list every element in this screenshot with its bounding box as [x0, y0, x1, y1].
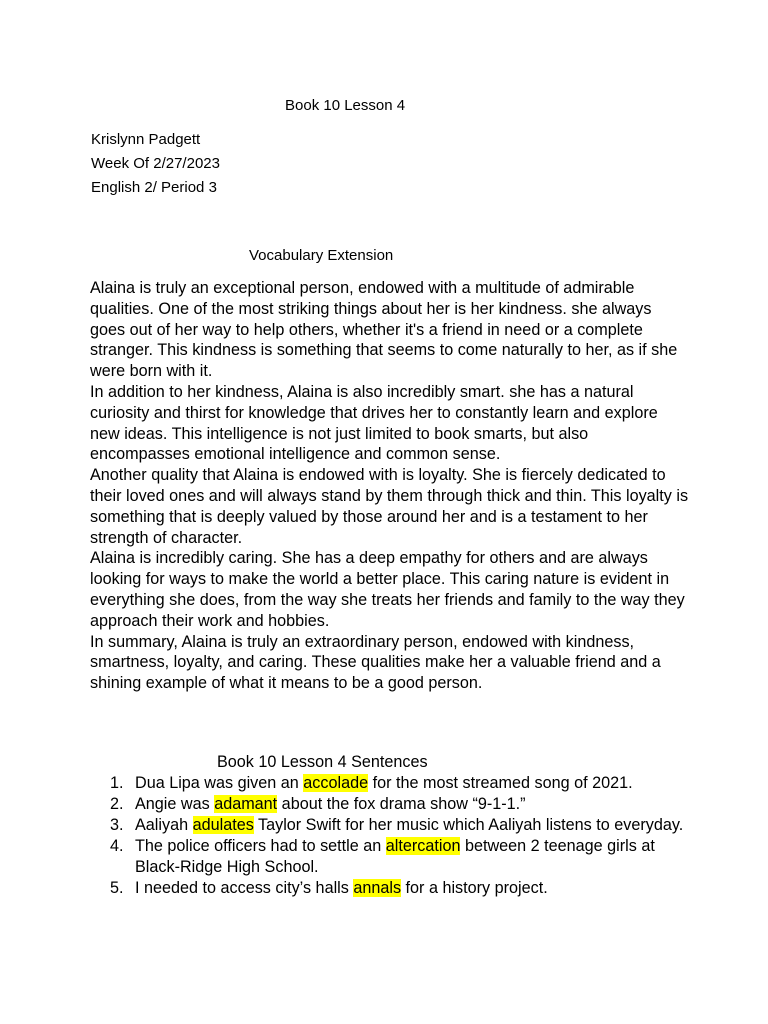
sentence-before: Dua Lipa was given an: [135, 774, 304, 792]
sentence-number: 5.: [110, 879, 124, 897]
class-period-line: English 2/ Period 3: [91, 179, 217, 196]
sentence-number: 4.: [110, 837, 124, 855]
sentence-item: [110, 794, 700, 815]
essay-paragraph: Alaina is truly an exceptional person, endowed with a multitude of admirable qualities. One of the most striking things about her is her kindness. she always goes out of her way to help others, whether it's a friend in need or a complete stranger. This kindness is something that seems to come naturally to her, as if she were born with it.: [90, 279, 678, 381]
week-line: Week Of 2/27/2023: [91, 155, 220, 172]
sentence-before: Angie was: [135, 795, 215, 813]
student-header: [91, 128, 220, 200]
sentence-text: [135, 773, 700, 794]
student-name: Krislynn Padgett: [91, 131, 201, 148]
essay-paragraph: Another quality that Alaina is endowed with is loyalty. She is fiercely dedicated to their loved ones and will always stand by them through thick and thin. This loyalty is something that is deeply valued by those around her and is a testament to her strength of character.: [90, 466, 689, 547]
sentence-before: Aaliyah: [135, 816, 193, 834]
sentence-text: [135, 836, 700, 878]
sentence-item: [110, 836, 700, 878]
sentence-text: [135, 815, 700, 836]
sentence-after: about the fox drama show “9-1-1.”: [277, 795, 526, 813]
sentence-item: [110, 773, 700, 794]
highlighted-vocab-word: annals: [353, 879, 402, 897]
sentence-number: 1.: [110, 774, 124, 792]
sentence-item: [110, 815, 700, 836]
sentence-item: [110, 878, 700, 899]
sentence-text: [135, 794, 700, 815]
sentence-after: between 2 teenage girls at Black-Ridge High School.: [135, 837, 655, 876]
essay-body: [90, 278, 690, 694]
highlighted-vocab-word: accolade: [303, 774, 369, 792]
sentence-number: 2.: [110, 795, 124, 813]
sentence-before: I needed to access city’s halls: [135, 879, 354, 897]
essay-paragraph: In summary, Alaina is truly an extraordinary person, endowed with kindness, smartness, loyalty, and caring. These qualities make her a valuable friend and a shining example of what it means to be a good person.: [90, 632, 661, 693]
highlighted-vocab-word: adamant: [214, 795, 278, 813]
sentences-heading: Book 10 Lesson 4 Sentences: [217, 753, 428, 771]
essay-heading: Vocabulary Extension: [249, 247, 394, 264]
sentences-list: [110, 773, 700, 899]
essay-paragraph: Alaina is incredibly caring. She has a deep empathy for others and are always looking for ways to make the world a better place. This caring nature is evident in everything she does, from the way she treats her friends and family to the way they approach their work and hobbies.: [90, 549, 685, 630]
sentence-after: for a history project.: [401, 879, 548, 897]
essay-paragraph: In addition to her kindness, Alaina is also incredibly smart. she has a natural curiosity and thirst for knowledge that drives her to constantly learn and explore new ideas. This intelligence is not just limited to book smarts, but also encompasses emotional intelligence and common sense.: [90, 382, 658, 464]
sentence-after: for the most streamed song of 2021.: [368, 774, 633, 792]
highlighted-vocab-word: altercation: [385, 837, 461, 855]
sentence-number: 3.: [110, 816, 124, 834]
sentence-before: The police officers had to settle an: [135, 837, 386, 855]
sentence-text: [135, 878, 700, 899]
document-title: Book 10 Lesson 4: [285, 97, 406, 114]
sentence-after: Taylor Swift for her music which Aaliyah listens to everyday.: [253, 816, 684, 834]
highlighted-vocab-word: adulates: [192, 816, 254, 834]
